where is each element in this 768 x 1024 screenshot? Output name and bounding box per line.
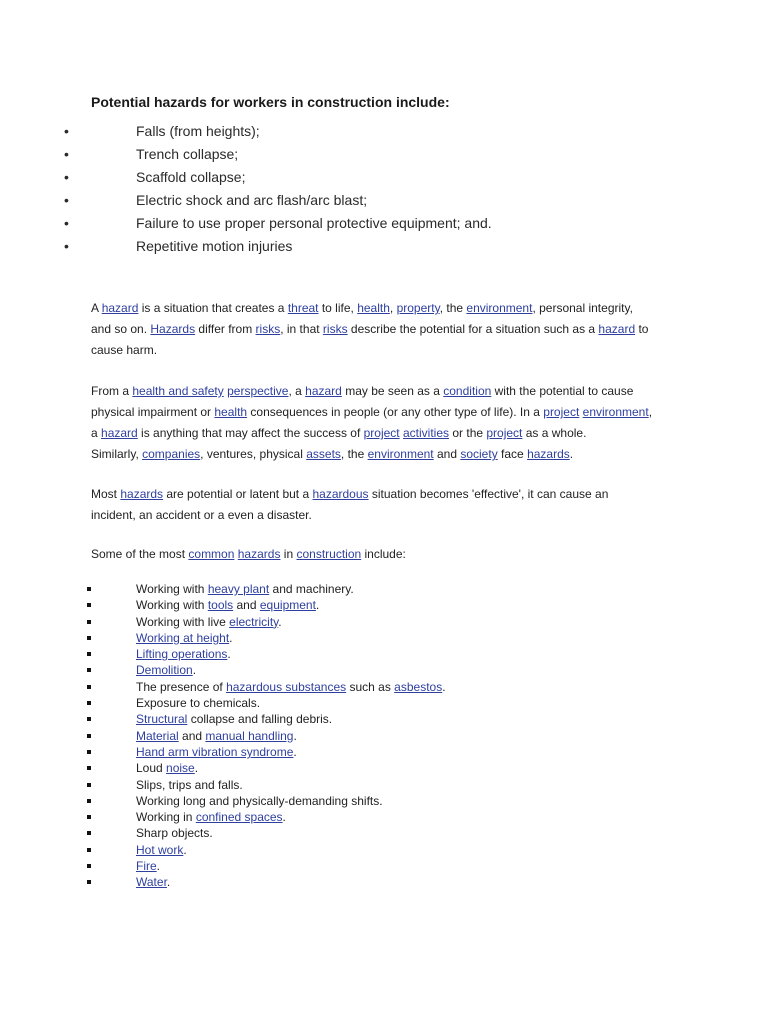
inline-text: such as	[346, 679, 395, 694]
bullet-icon: •	[64, 192, 69, 208]
inline-text: ,	[648, 405, 653, 419]
inline-text: and	[233, 598, 260, 613]
inline-text: cause harm.	[91, 343, 158, 357]
inline-link[interactable]: environment	[367, 447, 434, 461]
list-item-text: Failure to use proper personal protective equipment; and.	[136, 215, 492, 231]
inline-text: Working with live	[136, 614, 230, 629]
inline-text: .	[227, 647, 231, 662]
inline-text: , personal integrity,	[532, 301, 633, 315]
list-item-text: Scaffold collapse;	[136, 169, 246, 185]
inline-text: Slips, trips and falls.	[136, 777, 243, 792]
inline-text: .	[194, 761, 199, 776]
square-bullet-icon	[87, 701, 91, 705]
inline-link[interactable]: society	[460, 447, 498, 461]
inline-text: is anything that may affect the success of	[137, 426, 364, 440]
inline-text: is a situation that creates a	[138, 301, 288, 315]
inline-text: Working with	[136, 582, 208, 596]
inline-link[interactable]: hazard	[101, 426, 138, 440]
inline-link[interactable]: hazardous substances	[226, 679, 347, 694]
inline-link[interactable]: Demolition	[136, 663, 193, 678]
list-item-text	[136, 662, 196, 678]
square-bullet-icon	[87, 750, 91, 754]
inline-link[interactable]: Hand arm vibration syndrome	[136, 744, 294, 759]
inline-text: are potential or latent but a	[163, 487, 313, 501]
inline-link[interactable]: threat	[287, 301, 319, 315]
bullet-icon: •	[64, 238, 69, 254]
inline-text: Loud	[136, 761, 167, 776]
inline-link[interactable]: hazard	[305, 384, 342, 398]
list-item-text	[136, 874, 170, 890]
inline-link[interactable]: hazard	[101, 301, 139, 315]
inline-link[interactable]: Hazards	[150, 322, 196, 336]
list-item-text	[136, 630, 233, 646]
inline-text: to life,	[318, 301, 358, 315]
list-item-text	[136, 858, 160, 874]
paragraph-line	[91, 505, 691, 526]
inline-text: as a whole.	[522, 426, 587, 440]
inline-link[interactable]: Material	[136, 728, 179, 743]
inline-text: with the potential to cause	[491, 384, 634, 398]
inline-text: Sharp objects.	[136, 826, 213, 841]
inline-text: and so on.	[91, 322, 151, 336]
inline-text: .	[293, 744, 297, 759]
list-item-text	[136, 744, 297, 760]
square-bullet-icon	[87, 668, 91, 672]
list-item-text: Repetitive motion injuries	[136, 238, 293, 254]
square-bullet-icon	[87, 766, 91, 770]
common-hazards-intro	[91, 544, 691, 565]
square-bullet-icon	[87, 880, 91, 884]
inline-link[interactable]: assets	[306, 447, 341, 461]
inline-link[interactable]: activities	[403, 426, 450, 440]
list-item-text	[136, 793, 383, 809]
inline-text: Some of the most	[91, 547, 189, 561]
inline-text: ,	[389, 301, 397, 315]
inline-text: and	[433, 447, 461, 461]
list-item-text	[136, 614, 282, 630]
square-bullet-icon	[87, 587, 91, 591]
inline-link[interactable]: project	[363, 426, 400, 440]
inline-text: .	[278, 614, 282, 629]
paragraph-line	[91, 423, 691, 444]
inline-link[interactable]: environment	[582, 405, 649, 419]
page-heading: Potential hazards for workers in construction include:	[91, 94, 450, 110]
inline-text: Most	[91, 487, 121, 501]
list-item-text: Electric shock and arc flash/arc blast;	[136, 192, 368, 208]
square-bullet-icon	[87, 848, 91, 852]
inline-text: situation becomes 'effective', it can cause an	[368, 487, 609, 501]
list-item-text: Trench collapse;	[136, 146, 239, 162]
inline-text: include:	[361, 547, 406, 561]
list-item-text	[136, 728, 297, 744]
list-item-text	[136, 842, 187, 858]
inline-text: face	[497, 447, 528, 461]
inline-text: in	[280, 547, 297, 561]
inline-link[interactable]: Water	[136, 875, 167, 890]
paragraph-line	[91, 444, 691, 465]
inline-link[interactable]: health and safety	[132, 384, 224, 398]
list-item-text	[136, 695, 260, 711]
inline-text: consequences in people (or any other type of life). In a	[247, 405, 544, 419]
inline-text: incident, an accident or a even a disaster.	[91, 508, 312, 522]
list-item-text	[136, 777, 243, 793]
inline-text: and	[178, 728, 206, 743]
square-bullet-icon	[87, 831, 91, 835]
inline-link[interactable]: environment	[466, 301, 533, 315]
hazard-definition-paragraph	[91, 298, 691, 361]
inline-link[interactable]: confined spaces	[195, 810, 283, 825]
inline-text: Working with	[136, 598, 208, 613]
inline-link[interactable]: manual handling	[205, 728, 294, 743]
inline-text: .	[229, 630, 233, 645]
paragraph-line	[91, 381, 691, 402]
list-item-text	[136, 679, 446, 695]
inline-text: .	[569, 447, 574, 461]
inline-text: .	[183, 842, 187, 857]
square-bullet-icon	[87, 717, 91, 721]
inline-link[interactable]: hazards	[120, 487, 164, 501]
inline-text: .	[282, 810, 286, 825]
inline-link[interactable]: hazard	[598, 322, 636, 336]
inline-text: Working long and physically-demanding shifts.	[136, 793, 383, 808]
bullet-icon: •	[64, 123, 69, 139]
inline-link[interactable]: risks	[255, 322, 281, 336]
inline-text: Working in	[136, 810, 196, 825]
inline-text: , in that	[280, 322, 323, 336]
inline-link[interactable]: Structural	[136, 712, 188, 727]
inline-link[interactable]: property	[396, 301, 440, 315]
bullet-icon: •	[64, 146, 69, 162]
inline-text: and machinery.	[269, 582, 354, 596]
inline-link[interactable]: project	[543, 405, 580, 419]
inline-link[interactable]: construction	[296, 547, 362, 561]
square-bullet-icon	[87, 783, 91, 787]
inline-link[interactable]: hazards	[527, 447, 570, 461]
inline-text: , the	[439, 301, 467, 315]
inline-text: to	[635, 322, 649, 336]
square-bullet-icon	[87, 734, 91, 738]
inline-text: .	[293, 728, 297, 743]
list-item-text	[136, 646, 231, 662]
inline-link[interactable]: common	[188, 547, 235, 561]
square-bullet-icon	[87, 603, 91, 607]
inline-link[interactable]: electricity	[229, 614, 279, 629]
inline-text: , the	[340, 447, 368, 461]
inline-link[interactable]: equipment	[259, 598, 316, 613]
square-bullet-icon	[87, 620, 91, 624]
list-item-text	[136, 711, 332, 727]
list-item-text	[136, 809, 286, 825]
inline-text: .	[156, 859, 161, 874]
inline-text: Similarly,	[91, 447, 143, 461]
list-item-text	[136, 581, 354, 597]
bullet-icon: •	[64, 169, 69, 185]
inline-link[interactable]: hazards	[237, 547, 281, 561]
inline-link[interactable]: risks	[322, 322, 348, 336]
square-bullet-icon	[87, 685, 91, 689]
inline-link[interactable]: Hot work	[136, 842, 184, 857]
inline-text: The presence of	[136, 679, 227, 694]
inline-text: may be seen as a	[341, 384, 444, 398]
inline-link[interactable]: project	[486, 426, 523, 440]
paragraph-line	[91, 340, 691, 361]
square-bullet-icon	[87, 799, 91, 803]
inline-text: From a	[91, 384, 133, 398]
bullet-icon: •	[64, 215, 69, 231]
paragraph-line	[91, 484, 691, 505]
inline-link[interactable]: Fire	[136, 859, 157, 874]
paragraph-line	[91, 544, 691, 565]
list-item-text: Falls (from heights);	[136, 123, 260, 139]
inline-text: physical impairment or	[91, 405, 215, 419]
inline-text: A	[91, 301, 102, 315]
paragraph-line	[91, 298, 691, 319]
inline-link[interactable]: hazardous	[312, 487, 369, 501]
inline-link[interactable]: health	[357, 301, 390, 315]
latent-hazards-paragraph	[91, 484, 691, 526]
paragraph-line	[91, 319, 691, 340]
inline-text: .	[166, 875, 171, 890]
inline-text: describe the potential for a situation such as a	[347, 322, 599, 336]
list-item-text	[136, 597, 319, 613]
inline-link[interactable]: asbestos	[394, 679, 443, 694]
square-bullet-icon	[87, 636, 91, 640]
list-item-text	[136, 760, 198, 776]
inline-link[interactable]: Lifting operations	[136, 647, 228, 662]
inline-text: collapse and falling debris.	[187, 712, 333, 727]
inline-text: Exposure to chemicals.	[136, 696, 261, 711]
inline-link[interactable]: tools	[207, 598, 234, 613]
square-bullet-icon	[87, 652, 91, 656]
inline-link[interactable]: companies	[142, 447, 201, 461]
health-safety-paragraph	[91, 381, 691, 465]
inline-text: .	[315, 598, 320, 613]
square-bullet-icon	[87, 864, 91, 868]
inline-text: .	[442, 679, 446, 694]
inline-link[interactable]: condition	[443, 384, 492, 398]
inline-link[interactable]: Working at height	[136, 630, 230, 645]
inline-link[interactable]: perspective	[227, 384, 289, 398]
list-item-text	[136, 825, 213, 841]
inline-text: , ventures, physical	[200, 447, 307, 461]
inline-text: .	[192, 663, 197, 678]
inline-text: , a	[288, 384, 306, 398]
inline-link[interactable]: health	[214, 405, 248, 419]
inline-link[interactable]: heavy plant	[207, 582, 270, 596]
inline-link[interactable]: noise	[166, 761, 195, 776]
inline-text: a	[91, 426, 102, 440]
square-bullet-icon	[87, 815, 91, 819]
inline-text: or the	[449, 426, 487, 440]
inline-text: differ from	[195, 322, 256, 336]
paragraph-line	[91, 402, 691, 423]
